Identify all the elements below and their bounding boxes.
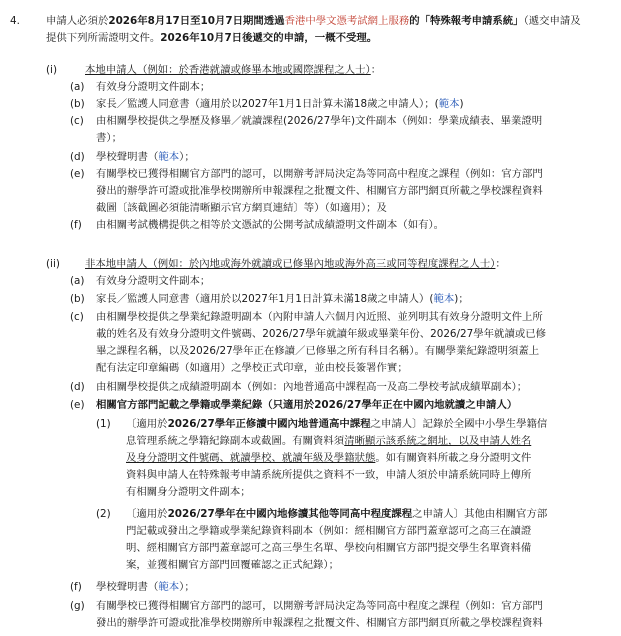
section-ii-heading-text: 非本地申請人（例如：於內地或海外就讀或已修畢內地或海外高三或同等程度課程之人士） (85, 258, 496, 270)
hkdse-online-services-link[interactable]: 香港中學文憑考試網上服務 (284, 15, 410, 27)
sub-item-text: 門記載或發出之學籍或學業紀錄資料副本（例如：經相關官方部門蓋章認可之高三在讀證 (126, 525, 532, 537)
sub-item-label: (1) (96, 418, 111, 430)
item-label: (b) (70, 98, 85, 110)
item-number: 4. (10, 15, 20, 27)
item-text: 由相關考試機構提供之相等於文憑試的公開考試成績證明文件副本（如有）。 (96, 219, 445, 231)
sub-item-text: 資料與申請人在特殊報考申請系統所提供之資料不一致，申請人須於申請系統同時上傳所 (126, 469, 532, 481)
item-text: 載的姓名及有效身分證明文件號碼、2026/27學年就讀年級或畢業年份、2026/27學年就讀或已修 (96, 328, 546, 340)
item-text: 學校聲明書（範本）； (96, 581, 195, 593)
item-text: 有效身分證明文件副本； (96, 81, 211, 93)
item-text: 相關官方部門記載之學籍或學業紀錄（只適用於2026/27學年正在中國內地就讀之申請人） (96, 399, 518, 411)
item-label: (d) (70, 381, 85, 393)
template-link[interactable]: 範本 (158, 581, 180, 593)
section-i-heading: 本地申請人（例如：於香港就讀或修畢本地或國際課程之人士）： (85, 64, 382, 76)
sub-item-text: 〔適用於2026/27學年在中國內地修讀其他等同高中程度課程之申請人〕其他由相關官方部 (126, 508, 548, 520)
item-label: (f) (70, 581, 82, 593)
intro-text: 申請人必須於 (46, 15, 109, 27)
template-link[interactable]: 範本 (433, 293, 455, 305)
item-text: 由相關學校提供之學業紀錄證明副本（內附申請人六個月內近照、並列明其有效身分證明文件上所 (96, 311, 543, 323)
sub-item-text: 有相關身分證明文件副本； (126, 486, 251, 498)
item-text: 有關學校已獲得相關官方部門的認可，以開辦考評局決定為等同高中程度之課程（例如：官方部門 (96, 600, 543, 612)
item-text: 發出的辦學許可證或批准學校開辦所申報課程之批覆文件、相關官方部門網頁所載之學校課程資料 (96, 185, 543, 197)
item-label: (a) (70, 81, 85, 93)
sub-item-text: 〔適用於2026/27學年正修讀中國內地普通高中課程之申請人〕記錄於全國中小學生學籍信 (126, 418, 548, 430)
sub-item-text: 及身分證明文件號碼、就讀學校、就讀年級及學籍狀態。如有關資料所載之身分證明文件 (126, 452, 532, 464)
intro-text-end: （遞交申請及 (523, 15, 581, 27)
intro-line-1 (46, 14, 581, 28)
item-text: 家長／監護人同意書（適用於以2027年1月1日計算未滿18歲之申請人）(範本)； (96, 293, 469, 305)
section-i-label: (i) (46, 64, 57, 76)
intro-date-range: 2026年8月17日至10月7日期間透過 (108, 15, 285, 27)
item-text: 書）； (96, 132, 122, 144)
template-link[interactable]: 範本 (438, 98, 460, 110)
sub-item-text: 息管理系統之學籍紀錄副本或截圖。有關資料須清晰顯示該系統之網址，以及申請人姓名 (126, 435, 532, 447)
item-text: 由相關學校提供之學歷及修畢／就讀課程(2026/27學年)文件副本（例如：學業成績表、畢業證明 (96, 115, 543, 127)
template-link[interactable]: 範本 (158, 151, 180, 163)
sub-item-label: (2) (96, 508, 111, 520)
special-entry-system: 的「特殊報考申請系統」 (409, 15, 524, 27)
item-text: 家長／監護人同意書（適用於以2027年1月1日計算未滿18歲之申請人）；(範本) (96, 98, 464, 110)
item-text: 由相關學校提供之成績證明副本（例如：內地普通高中課程高一及高二學校考試成績單副本）； (96, 381, 528, 393)
item-label: (c) (70, 311, 84, 323)
section-ii-heading: 非本地申請人（例如：於內地或海外就讀或已修畢內地或海外高三或同等程度課程之人士）： (85, 258, 506, 270)
item-label: (d) (70, 151, 85, 163)
item-text: 學校聲明書（範本）； (96, 151, 195, 163)
item-label: (e) (70, 399, 85, 411)
item-label: (e) (70, 168, 85, 180)
deadline-notice: 2026年10月7日後遞交的申請，一概不受理。 (160, 32, 378, 44)
item-text: 發出的辦學許可證或批准學校開辦所申報課程之批覆文件、相關官方部門網頁所載之學校課程資料 (96, 617, 543, 629)
intro-line-2 (46, 31, 377, 45)
item-label: (g) (70, 600, 85, 612)
item-label: (b) (70, 293, 85, 305)
item-text: 畢之課程名稱，以及2026/27學年正在修讀／已修畢之所有科目名稱）。有關學業紀錄證明須蓋上 (96, 345, 540, 357)
item-label: (a) (70, 275, 85, 287)
section-i-heading-text: 本地申請人（例如：於香港就讀或修畢本地或國際課程之人士） (85, 64, 371, 76)
item-label: (c) (70, 115, 84, 127)
item-text: 有關學校已獲得相關官方部門的認可，以開辦考評局決定為等同高中程度之課程（例如：官方部門 (96, 168, 543, 180)
sub-item-text: 明、經相關官方部門蓋章認可之高三學生名單、學校向相關官方部門提交學生名單資料備 (126, 542, 532, 554)
intro-text: 提供下列所需證明文件。 (46, 32, 161, 44)
item-text: 有效身分證明文件副本； (96, 275, 211, 287)
sub-item-text: 案，並獲相關官方部門回覆確認之正式紀錄）； (126, 559, 340, 571)
item-text: 截圖〔該截圖必須能清晰顯示官方網頁連結〕等）（如適用）；及 (96, 202, 387, 214)
item-label: (f) (70, 219, 82, 231)
section-ii-label: (ii) (46, 258, 60, 270)
item-text: 配有法定印章編碼（如適用）之學校正式印章，並由校長簽署作實； (96, 362, 408, 374)
